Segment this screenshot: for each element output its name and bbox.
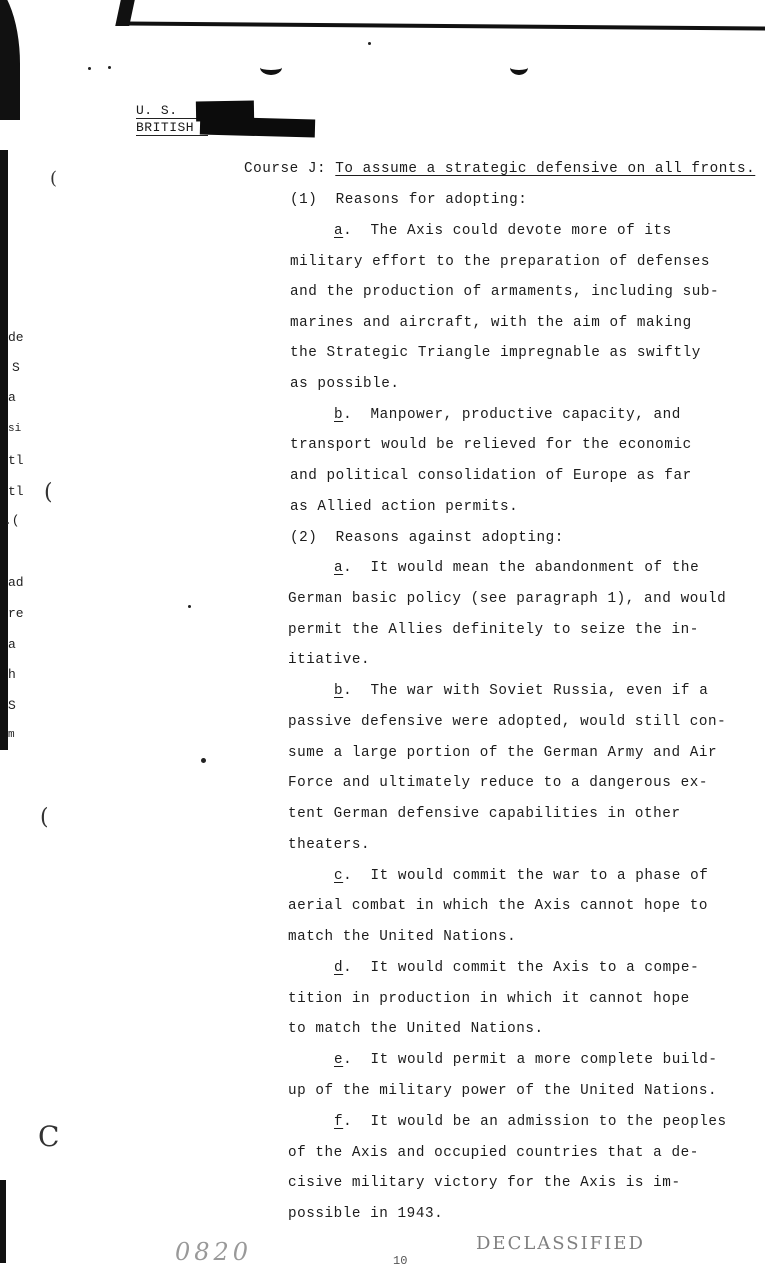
margin-fragment: tl	[8, 484, 24, 499]
handwritten-number: 0820	[175, 1238, 253, 1266]
margin-fragment: S	[12, 360, 20, 375]
item-line: tent German defensive capabilities in other	[288, 806, 681, 822]
course-heading	[244, 161, 755, 177]
item-first-line: f. It would be an admission to the peoples	[334, 1114, 727, 1130]
header-rule	[136, 135, 208, 136]
item-line: cisive military victory for the Axis is im-	[288, 1175, 681, 1191]
item-first-line: b. The war with Soviet Russia, even if a	[334, 683, 709, 699]
speck	[368, 42, 371, 45]
item-text: It would commit the Axis to a compe-	[370, 960, 700, 976]
section-heading	[290, 192, 527, 208]
item-line: marines and aircraft, with the aim of making	[290, 315, 692, 331]
item-first-line: b. Manpower, productive capacity, and	[334, 407, 681, 423]
item-line: the Strategic Triangle impregnable as swiftly	[290, 345, 701, 361]
redaction-block	[200, 116, 315, 137]
item-first-line: a. It would mean the abandonment of the	[334, 560, 700, 576]
margin-fragment: S	[8, 698, 16, 713]
speck	[201, 758, 206, 763]
item-first-line: c. It would commit the war to a phase of	[334, 868, 709, 884]
item-text: It would mean the abandonment of the	[370, 560, 700, 576]
page-number: 10	[393, 1254, 408, 1268]
item-letter: a	[334, 560, 344, 576]
section-heading	[290, 530, 564, 546]
margin-fragment: h	[8, 667, 16, 682]
section-number: (1)	[290, 192, 318, 208]
margin-fragment: tl	[8, 453, 24, 468]
course-title: To assume a strategic defensive on all fronts.	[335, 161, 756, 177]
item-line: up of the military power of the United Nations.	[288, 1083, 718, 1099]
margin-fragment: a	[8, 390, 16, 405]
scan-left-strip	[0, 150, 8, 750]
item-line: aerial combat in which the Axis cannot hope to	[288, 898, 708, 914]
margin-mark: (	[50, 168, 58, 189]
margin-fragment: a	[8, 637, 16, 652]
item-letter: e	[334, 1052, 344, 1068]
item-line: passive defensive were adopted, would still con-	[288, 714, 727, 730]
item-letter: c	[334, 868, 344, 884]
margin-fragment: re	[8, 606, 24, 621]
header-line-1: U. S.	[136, 103, 178, 118]
item-line: as possible.	[290, 376, 400, 392]
item-line: tition in production in which it cannot hope	[288, 991, 690, 1007]
item-letter: b	[334, 683, 344, 699]
item-text: It would commit the war to a phase of	[370, 868, 709, 884]
item-line: and political consolidation of Europe as far	[290, 468, 692, 484]
item-first-line: d. It would commit the Axis to a compe-	[334, 960, 700, 976]
item-letter: a	[334, 223, 344, 239]
speck	[88, 67, 91, 70]
punch-hole-mark	[510, 60, 528, 75]
section-title: Reasons against adopting:	[335, 530, 564, 546]
item-line: permit the Allies definitely to seize the in-	[288, 622, 699, 638]
item-line: and the production of armaments, including sub-	[290, 284, 720, 300]
margin-fragment: ad	[8, 575, 24, 590]
header-line-2: BRITISH	[136, 120, 195, 135]
item-text: It would be an admission to the peoples	[370, 1114, 727, 1130]
speck	[108, 66, 111, 69]
item-line: match the United Nations.	[288, 929, 517, 945]
item-text: The Axis could devote more of its	[370, 223, 672, 239]
speck	[188, 605, 191, 608]
scan-left-strip-bottom	[0, 1180, 6, 1263]
item-letter: d	[334, 960, 344, 976]
item-first-line: a. The Axis could devote more of its	[334, 223, 672, 239]
margin-fragment: de	[8, 330, 24, 345]
item-line: to match the United Nations.	[288, 1021, 544, 1037]
margin-fragment: .(	[4, 513, 20, 528]
declassified-stamp: DECLASSIFIED	[476, 1233, 645, 1254]
item-text: The war with Soviet Russia, even if a	[370, 683, 709, 699]
item-line: of the Axis and occupied countries that a de-	[288, 1145, 699, 1161]
item-line: military effort to the preparation of defenses	[290, 254, 710, 270]
page-top-edge	[120, 0, 765, 31]
section-title: Reasons for adopting:	[335, 192, 528, 208]
item-text: It would permit a more complete build-	[370, 1052, 718, 1068]
item-line: Force and ultimately reduce to a dangerous ex-	[288, 775, 708, 791]
course-label: Course J:	[244, 161, 336, 177]
item-line: transport would be relieved for the economic	[290, 437, 692, 453]
margin-fragment: si	[8, 423, 22, 435]
item-line: itiative.	[288, 652, 371, 668]
scan-edge-shadow	[0, 0, 20, 120]
margin-mark: (	[44, 480, 53, 505]
margin-mark: (	[40, 805, 49, 830]
item-line: German basic policy (see paragraph 1), and would	[288, 591, 727, 607]
punch-hole-mark	[260, 60, 282, 75]
item-text: Manpower, productive capacity, and	[370, 407, 681, 423]
margin-mark: C	[38, 1120, 60, 1153]
item-first-line: e. It would permit a more complete build-	[334, 1052, 718, 1068]
item-line: sume a large portion of the German Army and Air	[288, 745, 718, 761]
item-letter: f	[334, 1114, 344, 1130]
item-line: possible in 1943.	[288, 1206, 444, 1222]
item-line: theaters.	[288, 837, 371, 853]
section-number: (2)	[290, 530, 318, 546]
item-letter: b	[334, 407, 344, 423]
item-line: as Allied action permits.	[290, 499, 519, 515]
margin-fragment: m	[8, 729, 15, 741]
